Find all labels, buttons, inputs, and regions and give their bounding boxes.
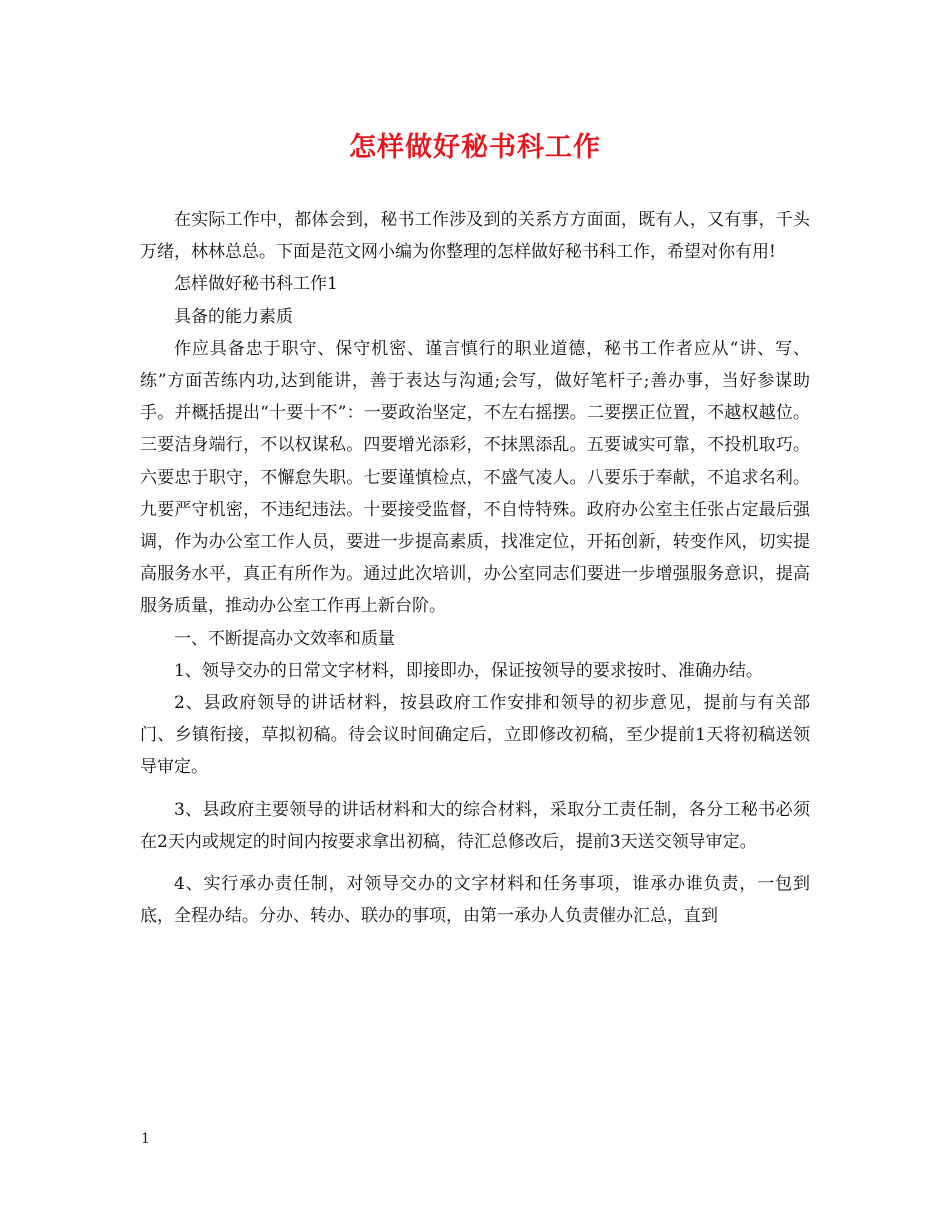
document-title: 怎样做好秘书科工作	[349, 132, 601, 163]
subsection-heading: 具备的能力素质	[174, 306, 293, 327]
page-number: 1	[141, 1131, 150, 1147]
intro-paragraph: 在实际工作中，都体会到，秘书工作涉及到的关系方方面面，既有人，又有事，千头万绪，林林总总。下面是范文网小编为你整理的怎样做好秘书科工作，希望对你有用!	[140, 210, 810, 263]
list-heading: 一、不断提高办文效率和质量	[174, 628, 395, 649]
list-item: 3、县政府主要领导的讲话材料和大的综合材料，采取分工责任制，各分工秘书必须在2天内或规定的时间内按要求拿出初稿，待汇总修改后，提前3天送交领导审定。	[140, 799, 810, 852]
list-item: 1、领导交办的日常文字材料，即接即办，保证按领导的要求按时、准确办结。	[174, 660, 763, 681]
section-heading: 怎样做好秘书科工作1	[174, 274, 338, 295]
body-paragraph: 作应具备忠于职守、保守机密、谨言慎行的职业道德，秘书工作者应从“讲、写、练”方面苦练内功,达到能讲，善于表达与沟通;会写，做好笔杆子;善办事，当好参谋助手。并概括提出“十要十不”：一要政治坚定，不左右摇摆。二要摆正位置，不越权越位。三要洁身端行，不以权谋私。四要增光添彩，不抹黑添乱。五要诚实可靠，不投机取巧。六要忠于职守，不懈怠失职。七要谨慎检点，不盛气凌人。八要乐于奉献，不追求名利。九要严守机密，不违纪违法。十要接受监督，不自恃特殊。政府办公室主任张占定最后强调，作为办公室工作人员，要进一步提高素质，找准定位，开拓创新，转变作风，切实提高服务水平，真正有所作为。通过此次培训，办公室同志们要进一步增强服务意识，提高服务质量，推动办公室工作再上新台阶。	[140, 338, 810, 617]
list-item: 4、实行承办责任制，对领导交办的文字材料和任务事项，谁承办谁负责，一包到底，全程办结。分办、转办、联办的事项，由第一承办人负责催办汇总，直到	[140, 874, 810, 927]
document-body	[140, 204, 810, 932]
list-item: 2、县政府领导的讲话材料，按县政府工作安排和领导的初步意见，提前与有关部门、乡镇衔接，草拟初稿。待会议时间确定后，立即修改初稿，至少提前1天将初稿送领导审定。	[140, 693, 810, 778]
